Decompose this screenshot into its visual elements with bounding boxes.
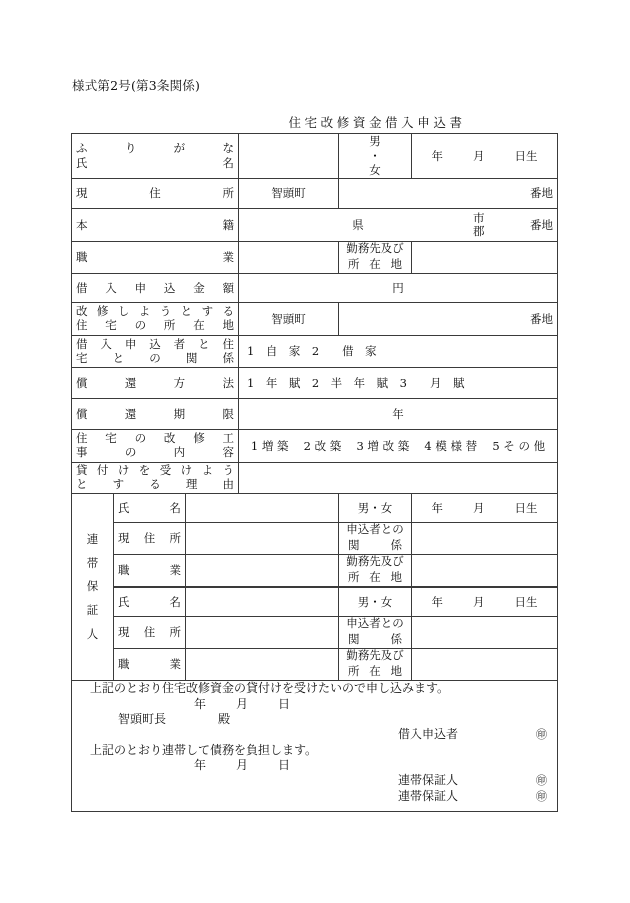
table-row-occupation	[72, 242, 558, 274]
current-address-town-prefix: 智頭町	[239, 179, 339, 209]
guarantor2-address-label: 現住所	[114, 617, 186, 649]
table-row-relation-to-house	[72, 336, 558, 368]
gender-char-female: 女	[369, 163, 381, 178]
house-location-input-cell[interactable]	[339, 303, 558, 336]
guarantor2-signature-label: 連帯保証人	[397, 788, 458, 803]
table-row-reason	[72, 463, 558, 494]
house-location-town-prefix: 智頭町	[239, 303, 339, 336]
guarantor-label-char-1: 帯	[86, 555, 99, 570]
domicile-ken-label: 県	[352, 217, 364, 232]
birth-day-label: 日生	[514, 148, 538, 163]
guarantor2-birth-year-label: 年	[431, 594, 443, 609]
applicant-signature-row[interactable]	[76, 727, 553, 742]
guarantor-label-char-2: 保	[86, 579, 99, 594]
guarantor-label-char-0: 連	[86, 532, 99, 547]
furigana-label: ふりがな	[76, 141, 234, 156]
relation-label-line2: 宅との関係	[76, 350, 234, 365]
guarantor-label-char-4: 人	[86, 626, 99, 641]
guarantor1-name-input-cell[interactable]	[186, 494, 339, 523]
declaration-date2-month: 月	[236, 757, 249, 772]
domicile-input-cell[interactable]	[239, 209, 558, 242]
reason-input-cell[interactable]	[239, 463, 558, 494]
guarantor2-workplace-label-line1: 勤務先及び	[346, 648, 404, 663]
application-form-table	[71, 133, 558, 812]
guarantor1-signature-label: 連帯保証人	[397, 773, 458, 788]
loan-amount-input-cell[interactable]	[239, 274, 558, 303]
name-input-cell[interactable]	[239, 134, 339, 179]
applicant-signature-label: 借入申込者	[397, 727, 458, 742]
guarantor2-relation-input-cell[interactable]	[412, 617, 558, 649]
declaration-addressee-line	[76, 712, 553, 727]
house-location-label-line1: 改修しようとする	[76, 304, 234, 319]
guarantor2-name-input-cell[interactable]	[186, 587, 339, 617]
current-address-input-cell[interactable]	[339, 179, 558, 209]
table-row-repayment-method	[72, 368, 558, 399]
guarantor1-relation-label-line2: 関係	[348, 537, 402, 552]
declaration-addressee-honorific: 殿	[218, 711, 231, 726]
guarantor1-gender-label[interactable]: 男・女	[339, 494, 412, 523]
reason-label-cell	[72, 463, 239, 494]
seal-icon-guarantor1: ㊞	[536, 774, 547, 788]
table-row-guarantor2-address	[72, 617, 558, 649]
declaration-date-2[interactable]	[76, 758, 553, 773]
domicile-banchi-label: 番地	[530, 217, 553, 232]
guarantor2-birthdate-cell[interactable]	[412, 587, 558, 617]
declaration-addressee: 智頭町長	[118, 711, 167, 726]
name-label-cell	[72, 134, 239, 179]
occupation-label: 職業	[72, 242, 239, 274]
domicile-shi-gun-label	[473, 212, 519, 238]
birth-year-label: 年	[431, 148, 443, 163]
gender-separator: ・	[369, 148, 381, 163]
workplace-label-line1: 勤務先及び	[346, 241, 404, 256]
table-row-guarantor1-address	[72, 523, 558, 555]
reason-label-line1: 貸付けを受けよう	[76, 463, 234, 478]
guarantor1-address-label: 現住所	[114, 523, 186, 555]
work-content-label-line1: 住宅の改修工	[76, 431, 234, 446]
guarantor1-workplace-label-cell	[339, 555, 412, 588]
guarantor1-birth-year-label: 年	[431, 500, 443, 515]
house-location-label-cell	[72, 303, 239, 336]
work-content-label-line2: 事の内容	[76, 445, 234, 460]
workplace-input-cell[interactable]	[412, 242, 558, 274]
repayment-term-year-label: 年	[392, 406, 404, 421]
form-number: 様式第2号(第3条関係)	[72, 78, 201, 93]
gender-label-cell[interactable]	[339, 134, 412, 179]
declaration-date-1[interactable]	[76, 697, 553, 712]
declaration-date2-year: 年	[194, 757, 207, 772]
house-location-label-line2: 住宅の所在地	[76, 318, 234, 333]
table-row-domicile	[72, 209, 558, 242]
guarantor1-occupation-label: 職業	[114, 555, 186, 588]
guarantor2-signature-row[interactable]	[76, 789, 553, 804]
guarantor2-relation-label-cell	[339, 617, 412, 649]
guarantor2-occupation-input-cell[interactable]	[186, 649, 339, 681]
guarantor1-birthdate-cell[interactable]	[412, 494, 558, 523]
guarantor-section-label	[72, 494, 114, 681]
guarantor1-workplace-label-line1: 勤務先及び	[346, 554, 404, 569]
occupation-input-cell[interactable]	[239, 242, 339, 274]
birth-month-label: 月	[473, 148, 485, 163]
seal-icon-applicant: ㊞	[536, 728, 547, 742]
house-location-banchi-label: 番地	[530, 311, 553, 326]
relation-label-cell	[72, 336, 239, 368]
seal-icon-guarantor2: ㊞	[536, 789, 547, 803]
guarantor2-birth-day-label: 日生	[514, 594, 538, 609]
guarantor1-relation-input-cell[interactable]	[412, 523, 558, 555]
guarantor2-workplace-label-cell	[339, 649, 412, 681]
table-row-guarantor2-name	[72, 587, 558, 617]
relation-label-line1: 借入申込者と住	[76, 336, 234, 351]
guarantor2-workplace-input-cell[interactable]	[412, 649, 558, 681]
table-row-declaration	[72, 681, 558, 812]
table-row-guarantor1-name	[72, 494, 558, 523]
work-content-label-cell	[72, 430, 239, 463]
reason-label-line2: とする理由	[76, 477, 234, 492]
relation-options[interactable]: 1 自 家 2 借 家	[239, 336, 558, 368]
name-label: 氏名	[76, 156, 234, 171]
workplace-label-line2: 所在地	[348, 256, 402, 271]
declaration-date1-month: 月	[236, 696, 249, 711]
guarantor2-name-label: 氏名	[114, 587, 186, 617]
current-address-label: 現住所	[72, 179, 239, 209]
table-row-loan-amount	[72, 274, 558, 303]
table-row-guarantor1-occupation	[72, 555, 558, 588]
workplace-label-cell	[339, 242, 412, 274]
loan-amount-label: 借入申込金額	[72, 274, 239, 303]
birthdate-cell[interactable]	[412, 134, 558, 179]
declaration-block	[72, 681, 558, 812]
table-row-name	[72, 134, 558, 179]
table-row-repayment-term	[72, 399, 558, 430]
declaration-date1-day: 日	[278, 696, 291, 711]
declaration-line-2: 上記のとおり連帯して債務を負担します。	[90, 742, 318, 757]
table-row-guarantor2-occupation	[72, 649, 558, 681]
guarantor2-relation-label-line1: 申込者との	[346, 616, 404, 631]
yen-unit-label: 円	[392, 280, 404, 295]
guarantor1-occupation-input-cell[interactable]	[186, 555, 339, 588]
guarantor1-name-label: 氏名	[114, 494, 186, 523]
table-row-work-content	[72, 430, 558, 463]
page-title: 住宅改修資金借入申込書	[288, 115, 466, 130]
guarantor1-relation-label-cell	[339, 523, 412, 555]
domicile-shi-label: 市	[473, 210, 485, 225]
repayment-term-label: 償還期限	[72, 399, 239, 430]
guarantor2-occupation-label: 職業	[114, 649, 186, 681]
guarantor-label-char-3: 証	[86, 602, 99, 617]
guarantor1-workplace-label-line2: 所在地	[348, 569, 402, 584]
gender-char-male: 男	[369, 134, 381, 148]
domicile-gun-label: 郡	[473, 224, 485, 239]
declaration-date2-day: 日	[278, 757, 291, 772]
guarantor1-address-input-cell[interactable]	[186, 523, 339, 555]
guarantor2-birth-month-label: 月	[473, 594, 485, 609]
guarantor1-relation-label-line1: 申込者との	[346, 522, 404, 537]
work-content-options[interactable]: 1 増 築 2 改 築 3 増 改 築 4 模 様 替 5 そ の 他	[239, 430, 558, 463]
declaration-date1-year: 年	[194, 696, 207, 711]
guarantor1-birth-day-label: 日生	[514, 500, 538, 515]
guarantor2-relation-label-line2: 関係	[348, 631, 402, 646]
repayment-term-input-cell[interactable]	[239, 399, 558, 430]
guarantor1-signature-row[interactable]	[76, 773, 553, 788]
table-row-house-location	[72, 303, 558, 336]
current-address-banchi-label: 番地	[530, 186, 553, 201]
declaration-line-1: 上記のとおり住宅改修資金の貸付けを受けたいので申し込みます。	[90, 681, 450, 696]
guarantor2-address-input-cell[interactable]	[186, 617, 339, 649]
repayment-method-options[interactable]: 1 年 賦 2 半 年 賦 3 月 賦	[239, 368, 558, 399]
guarantor1-birth-month-label: 月	[473, 500, 485, 515]
domicile-label: 本籍	[72, 209, 239, 242]
repayment-method-label: 償還方法	[72, 368, 239, 399]
table-row-current-address	[72, 179, 558, 209]
guarantor2-gender-label[interactable]: 男・女	[339, 587, 412, 617]
guarantor2-workplace-label-line2: 所在地	[348, 663, 402, 678]
guarantor1-workplace-input-cell[interactable]	[412, 555, 558, 588]
